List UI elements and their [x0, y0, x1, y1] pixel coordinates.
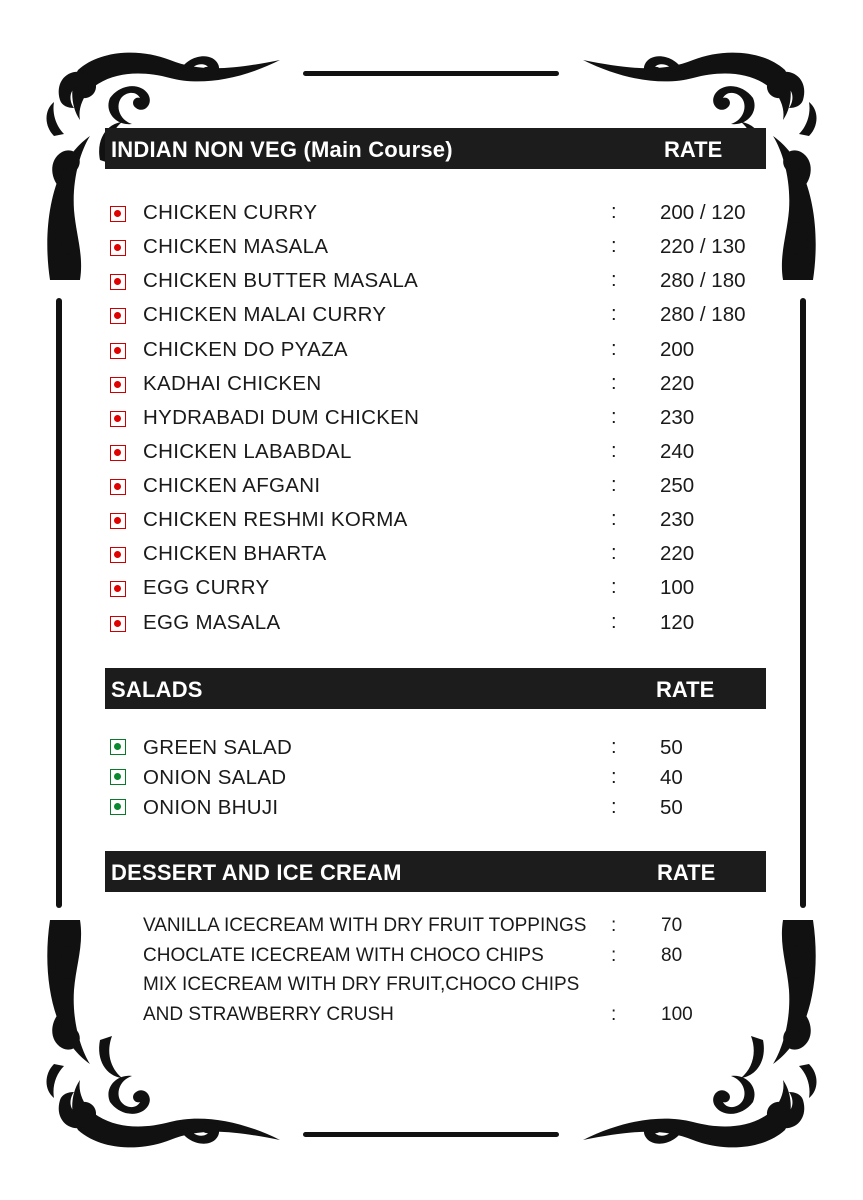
menu-item	[0, 508, 863, 538]
item-price: 220	[660, 542, 695, 565]
section-header-dessert	[105, 851, 766, 892]
item-name: CHICKEN MASALA	[143, 235, 329, 258]
item-name: EGG CURRY	[143, 576, 270, 599]
item-name: ONION SALAD	[143, 766, 287, 789]
separator: :	[611, 576, 617, 598]
separator: :	[611, 406, 617, 428]
menu-item	[0, 576, 863, 606]
non-veg-mark-icon	[110, 274, 126, 290]
menu-item	[0, 945, 863, 975]
item-name: MIX ICECREAM WITH DRY FRUIT,CHOCO CHIPS	[143, 974, 580, 995]
non-veg-mark-icon	[110, 240, 126, 256]
veg-mark-icon	[110, 799, 126, 815]
separator: :	[611, 1004, 617, 1025]
non-veg-mark-icon	[110, 445, 126, 461]
separator: :	[611, 440, 617, 462]
menu-item	[0, 542, 863, 572]
rate-label: RATE	[664, 137, 723, 162]
menu-item	[0, 235, 863, 265]
item-price: 200 / 120	[660, 201, 746, 224]
menu-item	[0, 303, 863, 333]
menu-item	[0, 611, 863, 641]
menu-item	[0, 1004, 863, 1034]
bottom-border-line	[303, 1132, 559, 1137]
item-price: 280 / 180	[660, 303, 746, 326]
separator: :	[611, 201, 617, 223]
item-name: CHOCLATE ICECREAM WITH CHOCO CHIPS	[143, 945, 544, 966]
item-name: CHICKEN LABABDAL	[143, 440, 352, 463]
separator: :	[611, 796, 617, 818]
non-veg-mark-icon	[110, 206, 126, 222]
item-name: CHICKEN DO PYAZA	[143, 338, 348, 361]
item-price: 100	[660, 576, 695, 599]
item-name: CHICKEN BHARTA	[143, 542, 327, 565]
item-name: GREEN SALAD	[143, 736, 293, 759]
separator: :	[611, 611, 617, 633]
menu-item	[0, 269, 863, 299]
item-name: CHICKEN BUTTER MASALA	[143, 269, 419, 292]
separator: :	[611, 338, 617, 360]
item-name: VANILLA ICECREAM WITH DRY FRUIT TOPPINGS	[143, 915, 587, 936]
section-header-non-veg	[105, 128, 766, 169]
item-name: AND STRAWBERRY CRUSH	[143, 1004, 394, 1025]
separator: :	[611, 269, 617, 291]
menu-item	[0, 406, 863, 436]
non-veg-mark-icon	[110, 411, 126, 427]
non-veg-mark-icon	[110, 616, 126, 632]
item-name: ONION BHUJI	[143, 796, 279, 819]
menu-item	[0, 201, 863, 231]
item-price: 240	[660, 440, 695, 463]
separator: :	[611, 915, 617, 936]
item-price: 120	[660, 611, 695, 634]
separator: :	[611, 372, 617, 394]
non-veg-mark-icon	[110, 581, 126, 597]
non-veg-mark-icon	[110, 343, 126, 359]
item-price: 280 / 180	[660, 269, 746, 292]
item-price: 230	[660, 508, 695, 531]
section-header-salads	[105, 668, 766, 709]
menu-item	[0, 372, 863, 402]
section-title: INDIAN NON VEG (Main Course)	[111, 137, 453, 162]
separator: :	[611, 736, 617, 758]
item-price: 100	[661, 1004, 693, 1025]
non-veg-mark-icon	[110, 377, 126, 393]
section-title: DESSERT AND ICE CREAM	[111, 860, 402, 885]
item-price: 80	[661, 945, 683, 966]
item-name: CHICKEN RESHMI KORMA	[143, 508, 408, 531]
separator: :	[611, 945, 617, 966]
veg-mark-icon	[110, 769, 126, 785]
menu-item	[0, 766, 863, 796]
separator: :	[611, 303, 617, 325]
item-price: 200	[660, 338, 695, 361]
item-price: 250	[660, 474, 695, 497]
non-veg-mark-icon	[110, 308, 126, 324]
menu-item	[0, 338, 863, 368]
item-name: CHICKEN AFGANI	[143, 474, 321, 497]
top-border-line	[303, 71, 559, 76]
non-veg-mark-icon	[110, 513, 126, 529]
item-name: HYDRABADI DUM CHICKEN	[143, 406, 420, 429]
menu-item	[0, 796, 863, 826]
item-price: 220	[660, 372, 695, 395]
item-price: 50	[660, 736, 683, 759]
separator: :	[611, 766, 617, 788]
item-price: 230	[660, 406, 695, 429]
rate-label: RATE	[656, 677, 715, 702]
item-name: EGG MASALA	[143, 611, 281, 634]
item-name: CHICKEN MALAI CURRY	[143, 303, 387, 326]
separator: :	[611, 235, 617, 257]
menu-item	[0, 474, 863, 504]
item-price: 70	[661, 915, 683, 936]
item-name: CHICKEN CURRY	[143, 201, 318, 224]
rate-label: RATE	[657, 860, 716, 885]
separator: :	[611, 542, 617, 564]
separator: :	[611, 508, 617, 530]
non-veg-mark-icon	[110, 479, 126, 495]
veg-mark-icon	[110, 739, 126, 755]
menu-item	[0, 915, 863, 945]
menu-item	[0, 736, 863, 766]
menu-item	[0, 974, 863, 1004]
non-veg-mark-icon	[110, 547, 126, 563]
item-price: 220 / 130	[660, 235, 746, 258]
section-title: SALADS	[111, 677, 203, 702]
item-price: 50	[660, 796, 683, 819]
menu-item	[0, 440, 863, 470]
item-price: 40	[660, 766, 683, 789]
item-name: KADHAI CHICKEN	[143, 372, 322, 395]
separator: :	[611, 474, 617, 496]
